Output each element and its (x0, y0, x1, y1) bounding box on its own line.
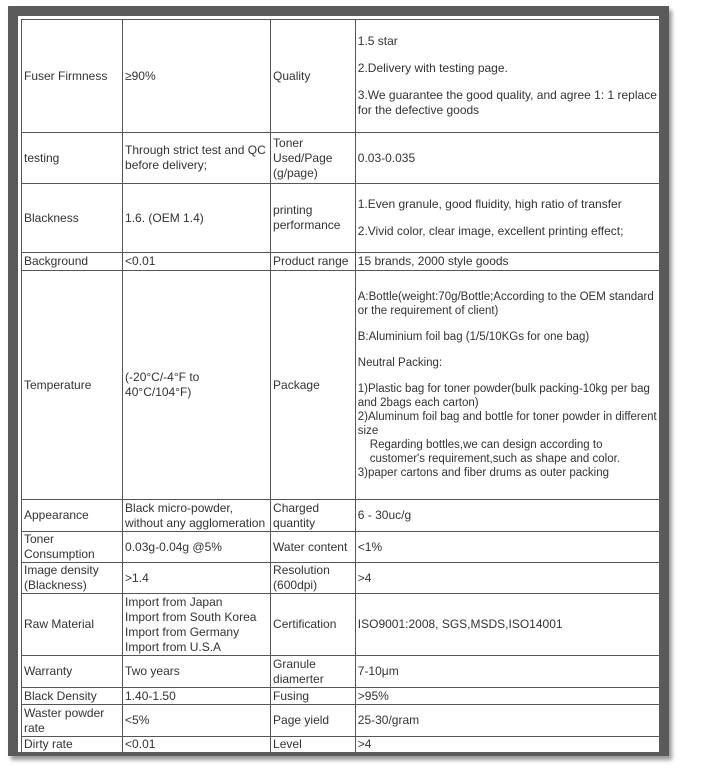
spec-label: Package (271, 271, 356, 500)
spec-value: <5% (123, 705, 271, 737)
spec-value: 1.6. (OEM 1.4) (123, 184, 271, 253)
spec-label: testing (22, 133, 123, 184)
spec-label: Toner Used/Page (g/page) (271, 133, 356, 184)
spec-value: >4 (355, 563, 659, 594)
spec-value: ≥90% (123, 20, 271, 133)
spec-value (123, 594, 271, 656)
spec-value: <0.01 (123, 253, 271, 271)
spec-label: Fusing (271, 688, 356, 705)
table-row (22, 271, 660, 500)
quality-line: 2.Delivery with testing page. (357, 61, 508, 75)
spec-value: 6 - 30uc/g (355, 500, 659, 532)
material-line: Import from Japan (125, 594, 223, 609)
spec-label: Resolution (600dpi) (271, 563, 356, 594)
table-row (22, 253, 660, 271)
package-line: 3)paper cartons and fiber drums as outer packing (357, 467, 609, 479)
spec-value: 0.03g-0.04g @5% (123, 532, 271, 563)
table-row (22, 656, 660, 688)
quality-line: 3.We guarantee the good quality, and agree 1: 1 replace for the defective goods (357, 88, 657, 117)
spec-label: Granule diamerter (271, 656, 356, 688)
spec-label: Image density (Blackness) (22, 563, 123, 594)
spec-value: >1.4 (123, 563, 271, 594)
table-row (22, 705, 660, 737)
performance-line: 2.Vivid color, clear image, excellent printing effect; (357, 224, 624, 238)
spec-label: Waster powder rate (22, 705, 123, 737)
spec-value: Black micro-powder, without any agglomeration (123, 500, 271, 532)
package-line: 1)Plastic bag for toner powder(bulk packing-10kg per bag and 2bags each carton) (357, 383, 650, 409)
spec-label: Appearance (22, 500, 123, 532)
package-details (355, 271, 659, 500)
package-line: B:Aluminium foil bag (1/5/10KGs for one bag) (357, 331, 590, 343)
spec-value: >4 (355, 737, 659, 753)
spec-value: >95% (355, 688, 659, 705)
material-line: Import from Germany (125, 624, 240, 639)
spec-label: Level (271, 737, 356, 753)
spec-label: Blackness (22, 184, 123, 253)
quality-line: 1.5 star (357, 34, 398, 48)
table-row (22, 532, 660, 563)
table-row (22, 20, 660, 133)
package-line: A:Bottle(weight:70g/Bottle;According to the OEM standard or the requirement of client) (357, 291, 654, 317)
table-row (22, 184, 660, 253)
spec-value: <1% (355, 532, 659, 563)
spec-label: Page yield (271, 705, 356, 737)
spec-label: Charged quantity (271, 500, 356, 532)
spec-label: Background (22, 253, 123, 271)
table-row (22, 737, 660, 753)
spec-label: Certification (271, 594, 356, 656)
spec-value: (-20°C/-4°F to 40°C/104°F) (123, 271, 271, 500)
table-row (22, 688, 660, 705)
spec-value: ISO9001:2008, SGS,MSDS,ISO14001 (355, 594, 659, 656)
performance-line: 1.Even granule, good fluidity, high ratio of transfer (357, 197, 622, 211)
spec-label: Product range (271, 253, 356, 271)
material-line: Import from U.S.A (125, 639, 222, 654)
table-row (22, 133, 660, 184)
table-container (18, 16, 659, 752)
spec-value: 7-10μm (355, 656, 659, 688)
spec-value: 25-30/gram (355, 705, 659, 737)
package-line: 2)Aluminum foil bag and bottle for toner powder in different size (357, 411, 657, 437)
spec-value (355, 184, 659, 253)
spec-label: Warranty (22, 656, 123, 688)
spec-table (21, 19, 659, 752)
spec-label: Dirty rate (22, 737, 123, 753)
table-row (22, 500, 660, 532)
spec-label: Fuser Firmness (22, 20, 123, 133)
spec-value: <0.01 (123, 737, 271, 753)
spec-value: 15 brands, 2000 style goods (355, 253, 659, 271)
spec-value (355, 20, 659, 133)
table-row (22, 563, 660, 594)
spec-value: Two years (123, 656, 271, 688)
package-line: Neutral Packing: (357, 357, 443, 369)
table-row (22, 594, 660, 656)
material-line: Import from South Korea (125, 609, 257, 624)
spec-label: Water content (271, 532, 356, 563)
spec-value: 1.40-1.50 (123, 688, 271, 705)
spec-value: 0.03-0.035 (355, 133, 659, 184)
spec-label: Black Density (22, 688, 123, 705)
package-line: Regarding bottles,we can design according to customer's requirement,such as shape and color. (369, 439, 620, 465)
spec-label: Temperature (22, 271, 123, 500)
spec-label: Quality (271, 20, 356, 133)
table-frame (8, 6, 669, 756)
spec-value: Through strict test and QC before delivery; (123, 133, 271, 184)
spec-label: printing performance (271, 184, 356, 253)
spec-label: Raw Material (22, 594, 123, 656)
spec-label: Toner Consumption (22, 532, 123, 563)
